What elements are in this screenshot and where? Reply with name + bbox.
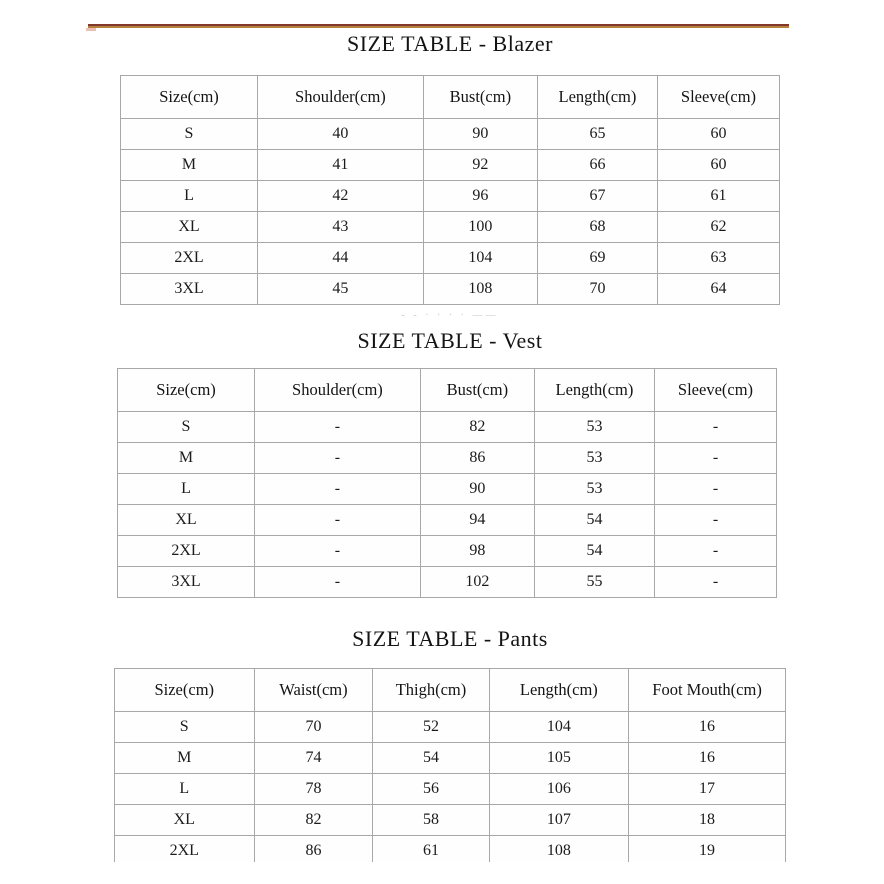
measurement-cell: 67 — [537, 181, 657, 212]
column-header: Sleeve(cm) — [657, 76, 779, 119]
measurement-cell: 104 — [489, 712, 629, 743]
measurement-cell: 62 — [657, 212, 779, 243]
measurement-cell: 82 — [420, 412, 534, 443]
table-row — [121, 150, 780, 181]
size-label-cell: S — [121, 119, 258, 150]
measurement-cell: 53 — [534, 443, 654, 474]
measurement-cell: - — [654, 443, 776, 474]
measurement-cell: 70 — [254, 712, 373, 743]
size-label-cell: 2XL — [118, 536, 255, 567]
table-row — [121, 243, 780, 274]
measurement-cell: 94 — [420, 505, 534, 536]
measurement-cell: - — [654, 505, 776, 536]
size-label-cell: L — [118, 474, 255, 505]
table-row — [115, 743, 786, 774]
vest-size-table-container — [117, 368, 777, 598]
measurement-cell: - — [255, 505, 421, 536]
measurement-cell: 69 — [537, 243, 657, 274]
measurement-cell: 65 — [537, 119, 657, 150]
measurement-cell: 43 — [258, 212, 424, 243]
column-header: Shoulder(cm) — [258, 76, 424, 119]
vest-size-table — [117, 368, 777, 598]
size-label-cell: L — [115, 774, 255, 805]
column-header: Bust(cm) — [423, 76, 537, 119]
measurement-cell: 55 — [534, 567, 654, 598]
table-row — [118, 567, 777, 598]
table-row — [121, 274, 780, 305]
table-row — [118, 536, 777, 567]
table-row — [115, 836, 786, 863]
measurement-cell: 60 — [657, 119, 779, 150]
size-label-cell: 2XL — [121, 243, 258, 274]
measurement-cell: 108 — [423, 274, 537, 305]
size-label-cell: 3XL — [118, 567, 255, 598]
measurement-cell: 41 — [258, 150, 424, 181]
pants-table-title: SIZE TABLE - Pants — [352, 626, 548, 651]
size-label-cell: M — [118, 443, 255, 474]
measurement-cell: 54 — [534, 505, 654, 536]
measurement-cell: - — [255, 536, 421, 567]
column-header: Size(cm) — [121, 76, 258, 119]
measurement-cell: 108 — [489, 836, 629, 863]
pants-size-table-container — [114, 668, 786, 862]
column-header: Size(cm) — [118, 369, 255, 412]
measurement-cell: 16 — [629, 743, 786, 774]
measurement-cell: 102 — [420, 567, 534, 598]
column-header: Foot Mouth(cm) — [629, 669, 786, 712]
column-header: Length(cm) — [534, 369, 654, 412]
column-header: Shoulder(cm) — [255, 369, 421, 412]
table-row — [115, 805, 786, 836]
vest-table-title: SIZE TABLE - Vest — [357, 328, 543, 353]
table-row — [121, 212, 780, 243]
pants-size-table — [114, 668, 786, 862]
cropped-text-remnant: - - · · · · —— — [401, 310, 499, 321]
measurement-cell: 63 — [657, 243, 779, 274]
table-row — [118, 474, 777, 505]
measurement-cell: 105 — [489, 743, 629, 774]
size-label-cell: XL — [118, 505, 255, 536]
measurement-cell: 44 — [258, 243, 424, 274]
measurement-cell: 96 — [423, 181, 537, 212]
measurement-cell: 66 — [537, 150, 657, 181]
measurement-cell: 98 — [420, 536, 534, 567]
measurement-cell: - — [654, 567, 776, 598]
measurement-cell: 78 — [254, 774, 373, 805]
accent-divider-line — [88, 24, 789, 28]
measurement-cell: 82 — [254, 805, 373, 836]
column-header: Thigh(cm) — [373, 669, 489, 712]
size-label-cell: XL — [121, 212, 258, 243]
measurement-cell: 86 — [254, 836, 373, 863]
measurement-cell: 60 — [657, 150, 779, 181]
size-label-cell: S — [118, 412, 255, 443]
measurement-cell: 64 — [657, 274, 779, 305]
size-label-cell: 3XL — [121, 274, 258, 305]
header-row — [118, 369, 777, 412]
blazer-table-title: SIZE TABLE - Blazer — [347, 31, 553, 56]
table-row — [121, 181, 780, 212]
measurement-cell: - — [654, 474, 776, 505]
measurement-cell: 74 — [254, 743, 373, 774]
line-end-artifact — [86, 28, 96, 31]
table-row — [115, 774, 786, 805]
column-header: Bust(cm) — [420, 369, 534, 412]
measurement-cell: 40 — [258, 119, 424, 150]
size-label-cell: L — [121, 181, 258, 212]
measurement-cell: - — [654, 536, 776, 567]
measurement-cell: 18 — [629, 805, 786, 836]
table-row — [121, 119, 780, 150]
measurement-cell: - — [654, 412, 776, 443]
measurement-cell: - — [255, 567, 421, 598]
header-row — [121, 76, 780, 119]
measurement-cell: 90 — [423, 119, 537, 150]
blazer-size-table-container — [120, 75, 780, 305]
measurement-cell: - — [255, 474, 421, 505]
table-row — [115, 712, 786, 743]
measurement-cell: 53 — [534, 412, 654, 443]
measurement-cell: 100 — [423, 212, 537, 243]
measurement-cell: 19 — [629, 836, 786, 863]
measurement-cell: 52 — [373, 712, 489, 743]
column-header: Length(cm) — [537, 76, 657, 119]
measurement-cell: 45 — [258, 274, 424, 305]
table-row — [118, 505, 777, 536]
measurement-cell: 42 — [258, 181, 424, 212]
measurement-cell: 16 — [629, 712, 786, 743]
measurement-cell: 61 — [373, 836, 489, 863]
measurement-cell: 56 — [373, 774, 489, 805]
table-row — [118, 412, 777, 443]
measurement-cell: 104 — [423, 243, 537, 274]
measurement-cell: 92 — [423, 150, 537, 181]
column-header: Length(cm) — [489, 669, 629, 712]
measurement-cell: 86 — [420, 443, 534, 474]
measurement-cell: - — [255, 443, 421, 474]
size-label-cell: M — [115, 743, 255, 774]
table-row — [118, 443, 777, 474]
column-header: Sleeve(cm) — [654, 369, 776, 412]
measurement-cell: 90 — [420, 474, 534, 505]
measurement-cell: - — [255, 412, 421, 443]
measurement-cell: 61 — [657, 181, 779, 212]
measurement-cell: 70 — [537, 274, 657, 305]
measurement-cell: 58 — [373, 805, 489, 836]
size-label-cell: XL — [115, 805, 255, 836]
measurement-cell: 54 — [373, 743, 489, 774]
column-header: Waist(cm) — [254, 669, 373, 712]
measurement-cell: 54 — [534, 536, 654, 567]
measurement-cell: 106 — [489, 774, 629, 805]
blazer-size-table — [120, 75, 780, 305]
measurement-cell: 107 — [489, 805, 629, 836]
measurement-cell: 53 — [534, 474, 654, 505]
size-label-cell: 2XL — [115, 836, 255, 863]
size-label-cell: M — [121, 150, 258, 181]
column-header: Size(cm) — [115, 669, 255, 712]
measurement-cell: 17 — [629, 774, 786, 805]
measurement-cell: 68 — [537, 212, 657, 243]
header-row — [115, 669, 786, 712]
size-label-cell: S — [115, 712, 255, 743]
